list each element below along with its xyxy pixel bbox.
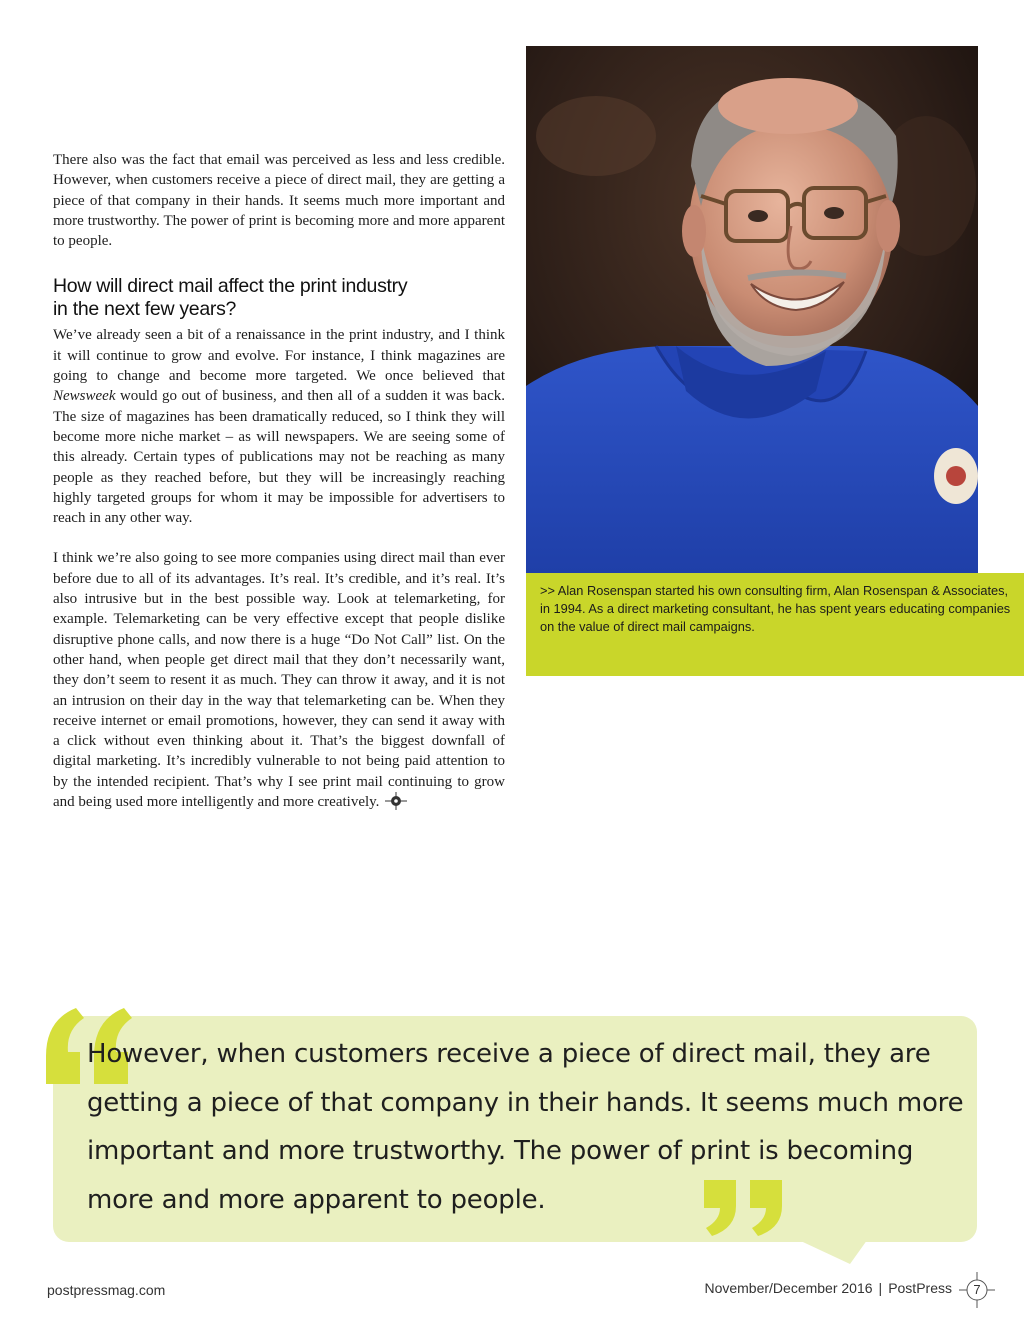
- footer-website: postpressmag.com: [47, 1282, 166, 1298]
- paragraph-2-text-a: We’ve already seen a bit of a renaissance in the print industry, and I think it will continue to grow and evolve. For instance, I think magazines are going to change and become more targeted. We once believed that: [53, 327, 505, 385]
- magazine-name: PostPress: [888, 1280, 952, 1296]
- footer-separator: |: [878, 1280, 883, 1296]
- pull-quote-text: However, when customers receive a piece of direct mail, they are getting a piece of that company in their hands. It seems much more important and more trustworthy. The power of print is becoming more and more apparent to people.: [87, 1039, 964, 1215]
- caption-text: >> Alan Rosenspan started his own consulting firm, Alan Rosenspan & Associates, in 1994. As a direct marketing consultant, he has spent years educating companies on the value of direct mail campaigns.: [540, 583, 1011, 634]
- publication-name: Newsweek: [53, 388, 116, 405]
- end-mark-icon: [385, 792, 407, 816]
- section-heading-line-1: How will direct mail affect the print industry: [53, 275, 408, 298]
- portrait-photo: [526, 46, 978, 573]
- article-column: [53, 150, 505, 816]
- quote-bubble-tail: [790, 1236, 870, 1266]
- photo-caption: [526, 573, 1024, 676]
- portrait-illustration: [526, 46, 978, 573]
- paragraph-2-text-b: would go out of business, and then all of a sudden it was back. The size of magazines has been dramatically reduced, so I think they will become more niche market – as will newspapers. We are seeing some of this already. Certain types of publications may not be reaching as many people as they reached before, but they will be increasingly reaching highly targeted groups for whom it may be impossible for advertisers to reach in any other way.: [53, 388, 505, 527]
- article-paragraph-1: There also was the fact that email was perceived as less and less credible. However, when customers receive a piece of direct mail, they are getting a piece of that company in their hands. It seems much more important and more trustworthy. The power of print is becoming more and more apparent to people.: [53, 152, 505, 250]
- close-quote-icon: [700, 1178, 795, 1236]
- page-number-badge: [959, 1272, 995, 1308]
- footer-issue: [704, 1280, 952, 1296]
- article-paragraph-3: [53, 548, 505, 816]
- issue-date: November/December 2016: [704, 1280, 873, 1296]
- page-number: 7: [973, 1282, 981, 1297]
- section-heading-line-2: in the next few years?: [53, 298, 237, 321]
- article-paragraph-2: [53, 325, 505, 528]
- paragraph-3-text: I think we’re also going to see more companies using direct mail than ever before due to all of its advantages. It’s real. It’s credible, and it’s real. It’s also intrusive but in the best possible way. Look at telemarketing, for example. Telemarketing can be very effective except that people dislike disruptive phone calls, and now there is a huge “Do Not Call” list. On the other hand, when people get direct mail that they don’t necessarily want, they don’t seem to resent it as much. They can throw it away, and it is not an intrusion on their day in the way that telemarketing can be. When they receive internet or email promotions, however, they can send it away with a click without even thinking about it. That’s the biggest downfall of digital marketing. It’s incredibly vulnerable to not being paid attention to by the intended recipient. That’s why I see print mail continuing to grow and being used more intelligently and more creatively.: [53, 550, 505, 811]
- section-heading: [53, 275, 505, 321]
